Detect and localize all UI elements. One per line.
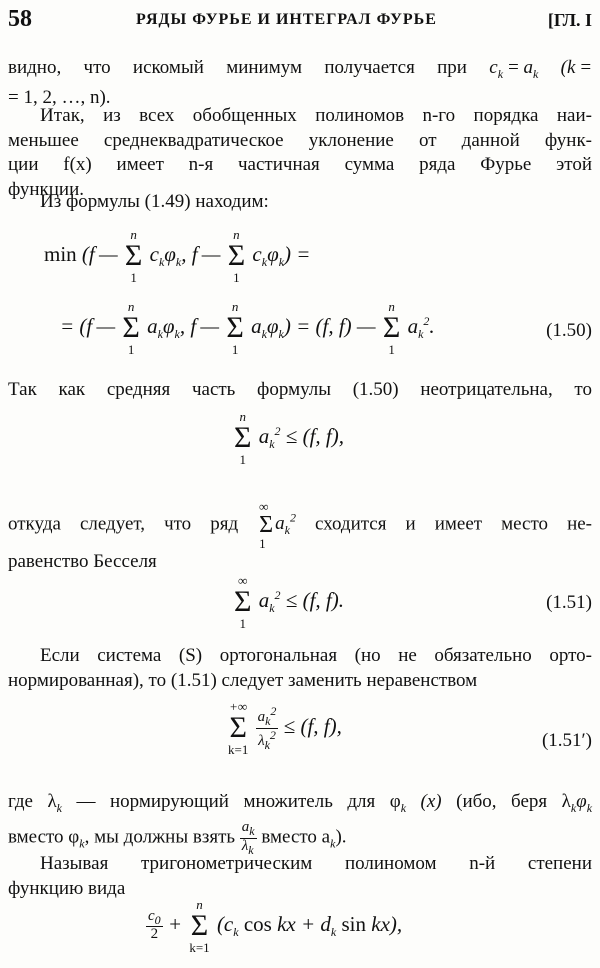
- running-header: [8, 6, 592, 34]
- paragraph-2-line1: Итак, из всех обобщенных полиномов n-го порядка наи-: [40, 105, 592, 126]
- paragraph-6: [8, 644, 592, 693]
- paragraph-8: [8, 852, 592, 901]
- paragraph-2-line2: меньшее среднеквадратическое уклонение от данной функ-: [8, 129, 592, 151]
- paragraph-5: [8, 500, 592, 575]
- fraction-ak-over-lambda: $\frac{a_k}{\lambda_k}$: [241, 819, 255, 857]
- equation-1-51: ∞ Σ 1 $a_k^2 \le (f$, f).: [234, 573, 344, 631]
- equation-number-1-51: (1.51): [546, 592, 592, 613]
- equation-number-1-50: (1.50): [546, 320, 592, 341]
- page-number: 58: [8, 6, 32, 32]
- paragraph-4-text: Так как средняя часть формулы (1.50) неотрицательна, то: [8, 379, 592, 400]
- equation-1-50-line2: = (f — n Σ 1 $a_k\varphi_k$, f — n Σ 1 $a_k\varphi_k) = (f$, f) — n Σ 1 $a_k^2$.: [60, 299, 435, 357]
- running-title: РЯДЫ ФУРЬЕ И ИНТЕГРАЛ ФУРЬЕ: [136, 11, 437, 28]
- paragraph-5-part2: сходится и имеет место не-: [315, 513, 593, 535]
- paragraph-5-line2: равенство Бесселя: [8, 551, 157, 572]
- paragraph-1-line2: = 1, 2, …, n).: [8, 87, 111, 109]
- paragraph-4: [8, 378, 592, 403]
- paragraph-8-line1: Называя тригонометрическим полиномом n-й степени: [40, 853, 592, 874]
- paragraph-3-text: Из формулы (1.49) находим:: [40, 191, 269, 212]
- paragraph-6-line1: Если система (S) ортогональная (но не обязательно орто-: [40, 645, 592, 666]
- paragraph-2: [8, 104, 592, 202]
- series-sum-inline: ∞ Σ 1 $a_k^2$: [259, 499, 296, 551]
- paragraph-7: где $\lambda_k$ — нормирующий множитель для $\varphi_k$ (x) (ибо, беря $\lambda_k\varphi_k$ вместо $\varphi_k$, мы должны взять $\frac{a_k}{\lambda_k}$ вместо $a_k$).: [8, 791, 593, 857]
- trig-polynomial-formula: $\frac{c_0}{2}$ + n Σ k=1 ($c_k$ cos kx + $d_k$ sin kx),: [148, 897, 403, 955]
- paragraph-2-line4: функции.: [8, 178, 84, 200]
- paragraph-1-text: видно, что искомый минимум получается при: [8, 57, 467, 78]
- paragraph-5-part1: откуда следует, что ряд: [8, 513, 239, 535]
- inequality-1: n Σ 1 $a_k^2 \le (f$, f),: [234, 409, 344, 467]
- paragraph-2-line3: ции f(x) имеет n-я частичная сумма ряда Фурье этой: [8, 154, 592, 175]
- paragraph-6-line2: нормированная), то (1.51) следует заменить неравенством: [8, 669, 478, 691]
- paragraph-8-line2: функцию вида: [8, 877, 126, 899]
- equation-1-51-prime: +∞ Σ k=1 $\frac{a_k^2}{\lambda_k^2}$ ≤ (f, f),: [228, 699, 342, 757]
- chapter-label: [ГЛ. I: [547, 10, 592, 30]
- equation-number-1-51-prime: (1.51′): [541, 730, 592, 751]
- equation-1-50-line1: min (f — n Σ 1 $c_k\varphi_k$, f — n Σ 1 $c_k\varphi_k$) =: [44, 227, 311, 285]
- paragraph-3: [8, 190, 592, 215]
- paragraph-1: видно, что искомый минимум получается при $c_k = a_k$ (k = = 1, 2, …, n).: [8, 56, 592, 111]
